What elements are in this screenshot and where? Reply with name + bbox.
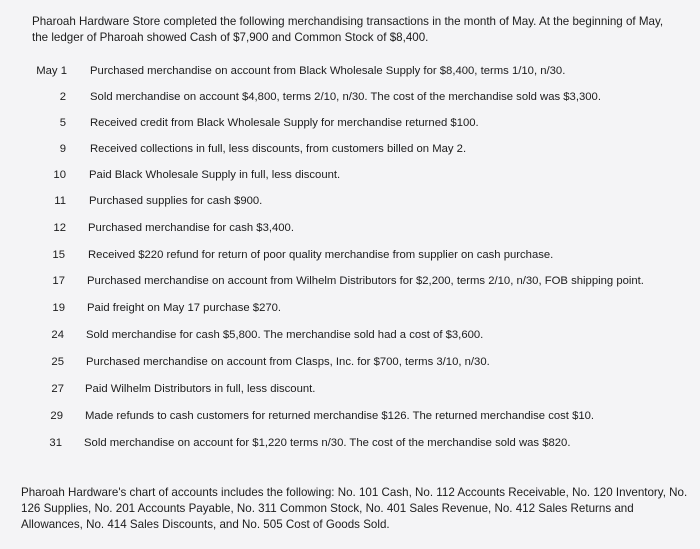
transaction-row (0, 115, 700, 131)
transaction-row (0, 435, 700, 451)
transaction-text: Sold merchandise on account for $1,220 terms n/30. The cost of the merchandise sold was $820. (84, 437, 571, 449)
transaction-text: Purchased merchandise on account from Wilhelm Distributors for $2,200, terms 2/10, n/30, FOB shipping point. (87, 275, 644, 287)
transaction-date: 15 (52, 249, 65, 261)
transaction-text: Paid freight on May 17 purchase $270. (87, 302, 282, 314)
transaction-text: Sold merchandise on account $4,800, terms 2/10, n/30. The cost of the merchandise sold was $3,300. (90, 91, 601, 103)
transaction-text: Received collections in full, less discounts, from customers billed on May 2. (90, 143, 467, 155)
transaction-date: 24 (51, 329, 64, 341)
transaction-date: 27 (51, 383, 64, 395)
transaction-text: Purchased merchandise on account from Clasps, Inc. for $700, terms 3/10, n/30. (86, 356, 490, 368)
transaction-date: May 1 (36, 65, 67, 77)
transaction-text: Purchased merchandise for cash $3,400. (88, 222, 294, 234)
transaction-date: 10 (53, 169, 66, 181)
transaction-date: 5 (59, 117, 66, 129)
transaction-date: 11 (54, 195, 66, 207)
transaction-row (0, 141, 700, 157)
transaction-text: Received credit from Black Wholesale Supply for merchandise returned $100. (90, 117, 479, 129)
transaction-date: 31 (49, 437, 62, 449)
transaction-date: 9 (59, 143, 66, 155)
transaction-text: Made refunds to cash customers for returned merchandise $126. The returned merchandise cost $10. (85, 410, 595, 422)
transaction-row (0, 381, 700, 397)
transaction-date: 12 (53, 222, 66, 234)
transaction-row (0, 327, 700, 343)
transaction-row (0, 63, 700, 79)
problem-intro: Pharoah Hardware Store completed the following merchandising transactions in the month of May. At the beginning of May, the ledger of Pharoah showed Cash of $7,900 and Common Stock of $8,400. (32, 15, 664, 44)
transaction-row (0, 354, 700, 370)
transaction-date: 19 (52, 302, 65, 314)
transaction-row (0, 408, 700, 424)
transaction-row (0, 167, 700, 183)
transaction-text: Paid Black Wholesale Supply in full, less discount. (89, 169, 341, 181)
transaction-row (0, 89, 700, 105)
transaction-row (0, 193, 700, 209)
transaction-text: Purchased merchandise on account from Black Wholesale Supply for $8,400, terms 1/10, n/30. (90, 65, 566, 77)
transaction-date: 2 (59, 91, 66, 103)
transaction-date: 25 (51, 356, 64, 368)
transaction-row (0, 247, 700, 263)
transaction-text: Purchased supplies for cash $900. (89, 195, 263, 207)
transaction-row (0, 220, 700, 236)
transaction-text: Paid Wilhelm Distributors in full, less discount. (85, 383, 316, 395)
transaction-row (0, 273, 700, 289)
chart-of-accounts-note: Pharoah Hardware's chart of accounts includes the following: No. 101 Cash, No. 112 Accounts Receivable, No. 120 Inventory, No. 126 Supplies, No. 201 Accounts Payable, No. 311 Common Stock, No. 401 Sales Revenue, No. 412 Sales Returns and Allowances, No. 414 Sales Discounts, and No. 505 Cost of Goods Sold. (21, 486, 688, 531)
transaction-date: 17 (52, 275, 65, 287)
transaction-row (0, 300, 700, 316)
transaction-text: Sold merchandise for cash $5,800. The merchandise sold had a cost of $3,600. (86, 329, 484, 341)
transaction-date: 29 (50, 410, 63, 422)
transaction-text: Received $220 refund for return of poor quality merchandise from supplier on cash purchase. (88, 249, 554, 261)
